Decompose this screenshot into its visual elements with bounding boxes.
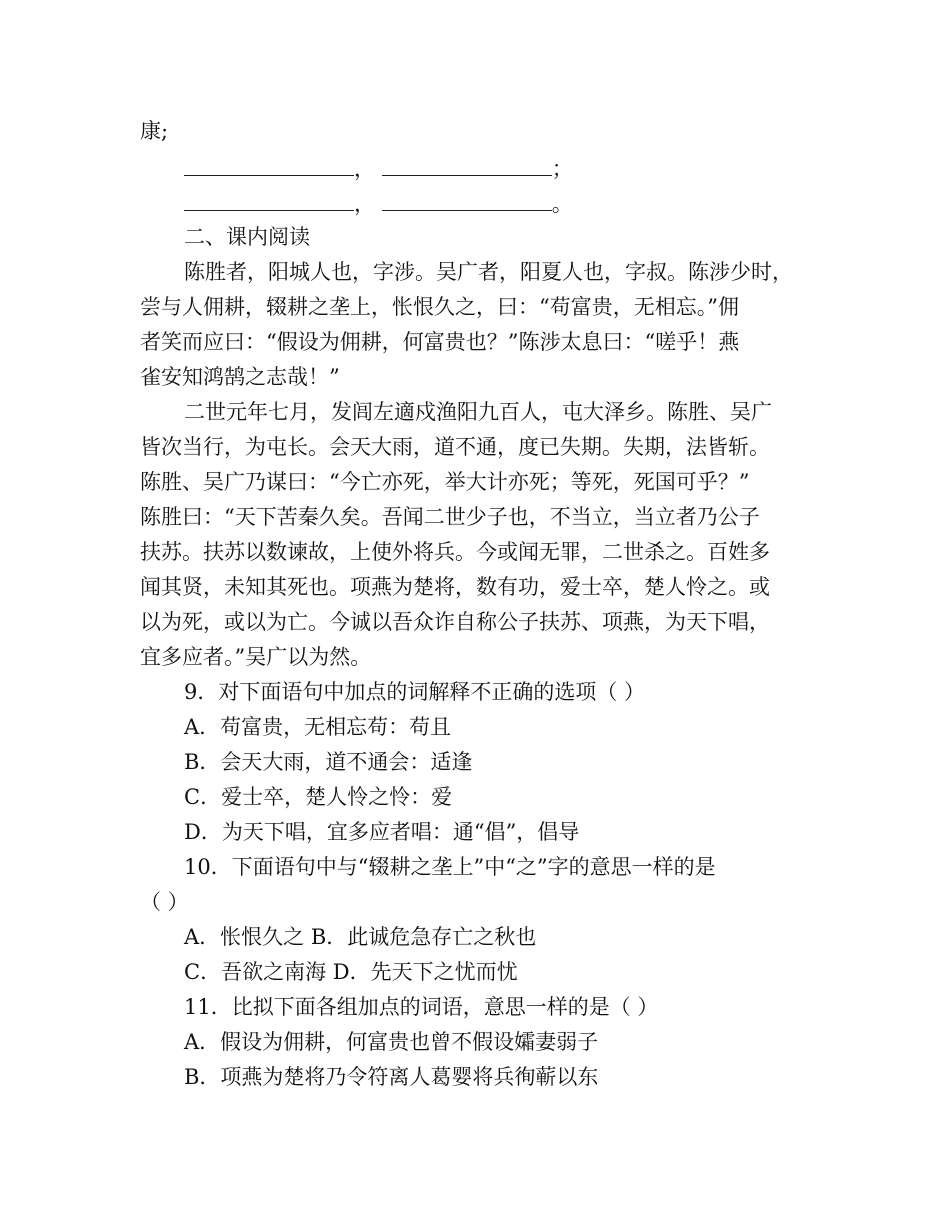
option-line: C．吾欲之南海 D．先天下之忧而忧 (184, 960, 518, 984)
punctuation: ， (354, 157, 375, 181)
text-line: 者笑而应曰：“假设为佣耕，何富贵也？”陈涉太息曰：“嗟乎！燕 (140, 330, 740, 354)
text-line: 陈胜、吴广乃谋曰：“今亡亦死，举大计亦死；等死，死国可乎？” (140, 470, 750, 494)
section-heading: 二、课内阅读 (184, 225, 310, 249)
blank-line (184, 190, 354, 211)
punctuation: 。 (551, 192, 573, 216)
option-line: B．项燕为楚将乃令符离人葛婴将兵徇蕲以东 (184, 1065, 599, 1089)
text-line: 雀安知鸿鹄之志哉！” (140, 365, 340, 389)
question-line: 10．下面语句中与“辍耕之垄上”中“之”字的意思一样的是 (184, 855, 716, 879)
text-line: 陈胜曰：“天下苦秦久矣。吾闻二世少子也，不当立，当立者乃公子 (140, 505, 760, 529)
text-line: 尝与人佣耕，辍耕之垄上，怅恨久之，曰：“苟富贵，无相忘。”佣 (140, 295, 739, 319)
text-line: 扶苏。扶苏以数谏故，上使外将兵。今或闻无罪，二世杀之。百姓多 (140, 540, 770, 564)
blank-line (184, 155, 354, 176)
question-line: 11．比拟下面各组加点的词语，意思一样的是（ ） (184, 995, 659, 1019)
option-line: C．爱士卒，楚人怜之怜：爱 (184, 785, 453, 809)
option-line: D．为天下唱，宜多应者唱：通“倡”，倡导 (184, 820, 580, 844)
text-line: 宜多应者。”吴广以为然。 (140, 645, 372, 669)
text-line: 二世元年七月，发闾左適戍渔阳九百人，屯大泽乡。陈胜、吴广 (184, 400, 772, 424)
fill-blank-row (184, 187, 830, 221)
text-line: 康; (140, 119, 169, 143)
text-line: 以为死，或以为亡。今诚以吾众诈自称公子扶苏、项燕，为天下唱， (140, 610, 770, 634)
option-line: A．怅恨久之 B．此诚危急存亡之秋也 (184, 925, 537, 949)
punctuation: ； (551, 157, 573, 181)
punctuation: ， (354, 192, 375, 216)
question-line: （ ） (140, 890, 189, 914)
option-line: B．会天大雨，道不通会：适逢 (184, 750, 473, 774)
question-line: 9．对下面语句中加点的词解释不正确的选项（ ） (184, 680, 646, 704)
text-line: 皆次当行，为屯长。会天大雨，道不通，度已失期。失期，法皆斩。 (140, 435, 770, 459)
text-line: 闻其贤，未知其死也。项燕为楚将，数有功，爱士卒，楚人怜之。或 (140, 575, 770, 599)
option-line: A．苟富贵，无相忘苟：苟且 (184, 715, 452, 739)
option-line: A．假设为佣耕，何富贵也曾不假设孀妻弱子 (184, 1030, 599, 1054)
blank-line (382, 190, 552, 211)
fill-blank-row (184, 152, 830, 186)
text-line: 陈胜者，阳城人也，字涉。吴广者，阳夏人也，字叔。陈涉少时， (184, 260, 793, 284)
blank-line (382, 155, 552, 176)
